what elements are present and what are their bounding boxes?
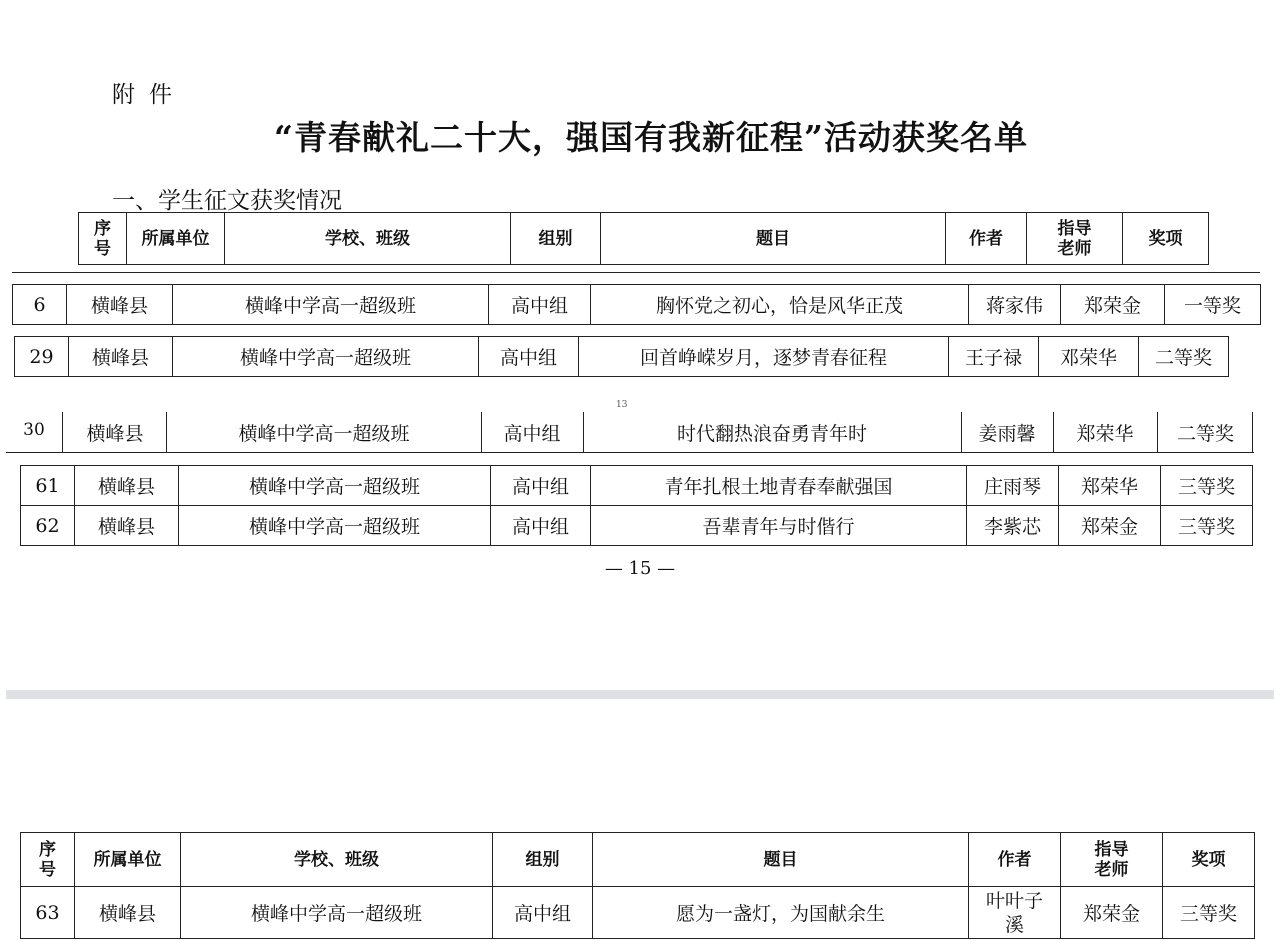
cell-award: 二等奖	[1176, 423, 1234, 445]
header-table-top	[78, 212, 1209, 265]
col-topic: 题目	[593, 833, 969, 887]
col-teacher: 指导 老师	[1027, 213, 1123, 265]
cell-no: 63	[21, 887, 75, 939]
cell-teacher: 郑荣金	[1061, 887, 1163, 939]
page-mark: 13	[616, 400, 628, 410]
col-index: 序 号	[21, 833, 75, 887]
cell-author: 庄雨琴	[967, 466, 1059, 506]
cell-school: 横峰中学高一超级班	[181, 887, 493, 939]
cell-school: 横峰中学高一超级班	[173, 337, 479, 377]
cell-no: 29	[15, 337, 69, 377]
col-group: 组别	[511, 213, 601, 265]
table-row	[21, 466, 1253, 506]
table-row	[6, 412, 1254, 453]
col-index: 序 号	[79, 213, 127, 265]
col-school: 学校、班级	[225, 213, 511, 265]
fragment-edge	[12, 272, 1260, 273]
col-teacher: 指导 老师	[1061, 833, 1163, 887]
table-row	[21, 506, 1253, 546]
cell-award: 三等奖	[1163, 887, 1255, 939]
cell-topic: 青年扎根土地青春奉献强国	[591, 466, 967, 506]
cell-no: 62	[21, 506, 75, 546]
cell-award: 二等奖	[1139, 337, 1229, 377]
col-topic: 题目	[601, 213, 946, 265]
cell-no: 61	[21, 466, 75, 506]
cell-group: 高中组	[491, 506, 591, 546]
cell-teacher: 郑荣华	[1059, 466, 1161, 506]
cell-unit: 横峰县	[67, 285, 173, 325]
cell-award: 三等奖	[1161, 466, 1253, 506]
cell-author: 李紫芯	[967, 506, 1059, 546]
cell-group: 高中组	[491, 466, 591, 506]
cell-group: 高中组	[479, 337, 579, 377]
cell-group: 高中组	[489, 285, 591, 325]
cell-teacher: 郑荣金	[1061, 285, 1165, 325]
col-school: 学校、班级	[181, 833, 493, 887]
cell-author: 蒋家伟	[969, 285, 1061, 325]
col-author: 作者	[969, 833, 1061, 887]
document-title: “青春献礼二十大，强国有我新征程”活动获奖名单	[274, 118, 1028, 157]
table-row	[14, 336, 1229, 377]
cell-school: 横峰中学高一超级班	[173, 285, 489, 325]
cell-award: 一等奖	[1165, 285, 1261, 325]
cell-topic: 回首峥嵘岁月，逐梦青春征程	[579, 337, 949, 377]
cell-school: 横峰中学高一超级班	[238, 423, 410, 445]
attachment-label: 附件	[112, 82, 186, 108]
col-author: 作者	[946, 213, 1027, 265]
cell-teacher: 邓荣华	[1039, 337, 1139, 377]
cell-topic: 愿为一盏灯，为国献余生	[593, 887, 969, 939]
cell-topic: 胸怀党之初心，恰是风华正茂	[591, 285, 969, 325]
col-award: 奖项	[1123, 213, 1209, 265]
cell-group: 高中组	[493, 887, 593, 939]
table-row	[21, 887, 1255, 939]
cell-author: 王子禄	[949, 337, 1039, 377]
cell-author: 叶叶子溪	[969, 887, 1061, 939]
cell-unit: 横峰县	[75, 466, 179, 506]
cell-no: 6	[13, 285, 67, 325]
col-unit: 所属单位	[127, 213, 225, 265]
cell-topic: 时代翻热浪奋勇青年时	[676, 423, 867, 445]
cell-award: 三等奖	[1161, 506, 1253, 546]
cell-unit: 横峰县	[75, 506, 179, 546]
cell-group: 高中组	[503, 423, 561, 445]
cell-no: 30	[23, 420, 45, 440]
cell-teacher: 郑荣华	[1076, 423, 1134, 445]
data-table-lower	[20, 465, 1253, 546]
cell-author: 姜雨馨	[978, 423, 1036, 445]
col-unit: 所属单位	[75, 833, 181, 887]
cell-topic: 吾辈青年与时偕行	[591, 506, 967, 546]
cell-school: 横峰中学高一超级班	[179, 466, 491, 506]
section-heading: 一、学生征文获奖情况	[112, 188, 342, 214]
table-row	[12, 284, 1261, 325]
data-table-page2	[20, 832, 1255, 939]
cell-unit: 横峰县	[69, 337, 173, 377]
cell-unit: 横峰县	[75, 887, 181, 939]
cell-unit: 横峰县	[86, 423, 144, 445]
col-award: 奖项	[1163, 833, 1255, 887]
page-divider	[6, 690, 1274, 699]
cell-school: 横峰中学高一超级班	[179, 506, 491, 546]
cell-teacher: 郑荣金	[1059, 506, 1161, 546]
col-group: 组别	[493, 833, 593, 887]
page-number-footer: — 15 —	[604, 558, 676, 579]
